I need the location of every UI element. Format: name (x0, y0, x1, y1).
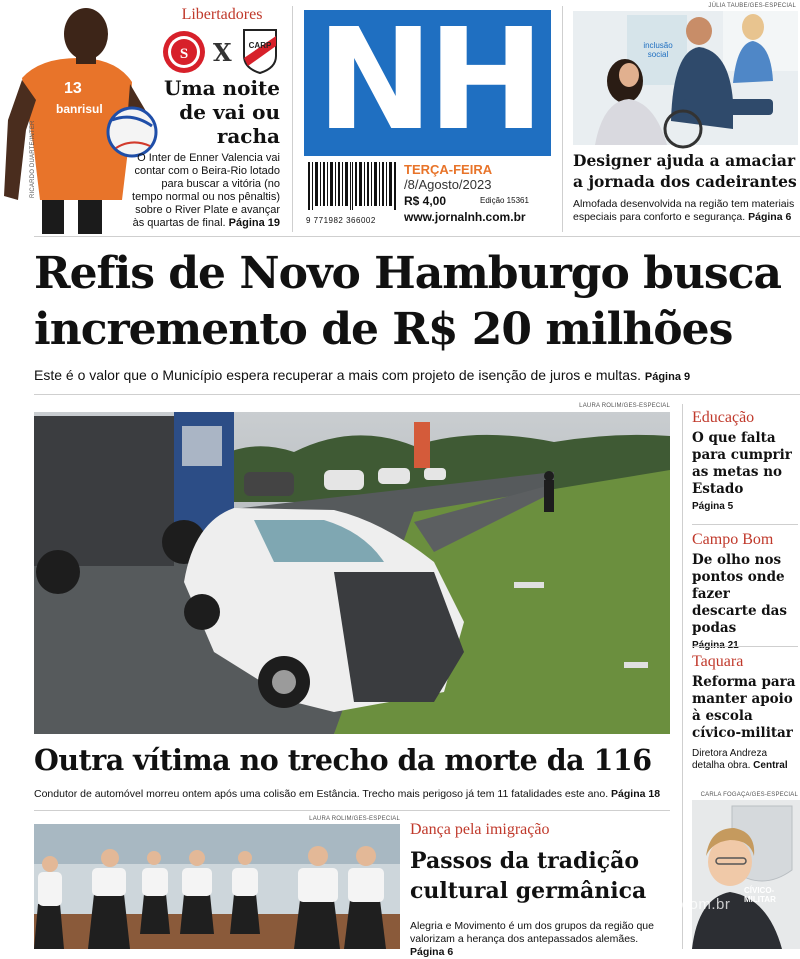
dance-kicker: Dança pela imigração (410, 821, 550, 838)
crash-body: Condutor de automóvel morreu ontem após uma colisão em Estância. Trecho mais perigoso já tem 11 fatalidades este ano. Página 18 (34, 788, 661, 800)
sidebar-story-campo-bom[interactable] (692, 530, 798, 651)
sidebar-headline: O que falta para cumprir as metas no Estado (692, 430, 792, 497)
masthead-website[interactable]: www.jornalnh.com.br (404, 210, 526, 224)
sports-body: O Inter de Enner Valencia vai contar com o Beira-Rio lotado para buscar a vitória (no tempo normal ou nos pênaltis) sobre o River Plate e avançar às quartas de final. Página 19 (132, 152, 280, 229)
jersey-sponsor: banrisul (56, 102, 103, 116)
sc-internacional-crest-icon (162, 30, 206, 74)
portrait-photo (692, 800, 800, 949)
sidebar-extra: Diretora Andreza detalha obra. Central (692, 748, 788, 771)
nh-logo[interactable] (304, 0, 551, 162)
dance-headline: Passos da tradição cultural germânica (410, 848, 647, 904)
jersey-number: 13 (64, 80, 82, 97)
barcode-number: 9 771982 366002 (306, 216, 376, 225)
dance-body: Alegria e Movimento é um dos grupos da região que valorizam a herança dos antepassados alemães. Página 6 (410, 920, 654, 958)
sidebar-headline: De olho nos pontos onde fazer descarte das podas (692, 552, 788, 636)
portrait-photo-credit: CARLA FOGAÇA/GES-ESPECIAL (700, 792, 798, 798)
barcode (306, 162, 398, 225)
designer-photo-credit: JÚLIA TAUBE/GES-ESPECIAL (708, 3, 796, 9)
designer-photo (573, 11, 798, 145)
designer-headline: Designer ajuda a amaciar a jornada dos cadeirantes (573, 151, 797, 191)
sports-kicker: Libertadores (181, 6, 263, 23)
sidebar-kicker: Educação (692, 409, 755, 426)
portrait-badge-text: CÍVICO-MILITAR (744, 886, 776, 904)
sidebar-story-education[interactable] (692, 408, 798, 512)
masthead-weekday: TERÇA-FEIRA (404, 162, 493, 177)
svg-text:S: S (179, 46, 189, 62)
sports-headline: Uma noite de vai ou racha (164, 76, 280, 148)
river-plate-crest-icon (242, 28, 278, 74)
lead-subhead: Este é o valor que o Município espera recuperar a mais com projeto de isenção de juros e multas. Página 9 (34, 367, 691, 383)
masthead-edition: Edição 15361 (480, 196, 529, 205)
dance-photo (34, 824, 400, 949)
lead-headline-line1: Refis de Novo Hamburgo busca (34, 248, 782, 299)
sidebar-headline: Reforma para manter apoio à escola cívico-militar (692, 674, 796, 741)
sidebar-kicker: Taquara (692, 653, 744, 670)
sidebar-page-ref: Página 5 (692, 501, 734, 512)
dance-photo-credit: LAURA ROLIM/GES-ESPECIAL (309, 816, 400, 822)
designer-poster-text: inclusão social (643, 41, 673, 59)
designer-body: Almofada desenvolvida na região tem materiais especiais para conforto e segurança. Página 6 (573, 198, 795, 223)
watermark: vercapas.com.br (612, 896, 731, 913)
crash-photo (34, 412, 670, 734)
masthead-price: R$ 4,00 (404, 194, 447, 208)
lead-headline-line2: incremento de R$ 20 milhões (34, 304, 733, 355)
sidebar-story-taquara[interactable] (692, 652, 798, 772)
nh-logo-text: NH (316, 0, 539, 162)
sports-photo-credit: RICARDO DUARTE/INTER (30, 120, 36, 198)
masthead-date: /8/Agosto/2023 (404, 177, 492, 192)
crash-headline: Outra vítima no trecho da morte da 116 (34, 743, 652, 777)
sidebar-kicker: Campo Bom (692, 531, 774, 548)
versus-label: X (213, 38, 232, 67)
svg-text:CARP: CARP (248, 41, 272, 50)
crash-photo-credit: LAURA ROLIM/GES-ESPECIAL (579, 403, 670, 409)
